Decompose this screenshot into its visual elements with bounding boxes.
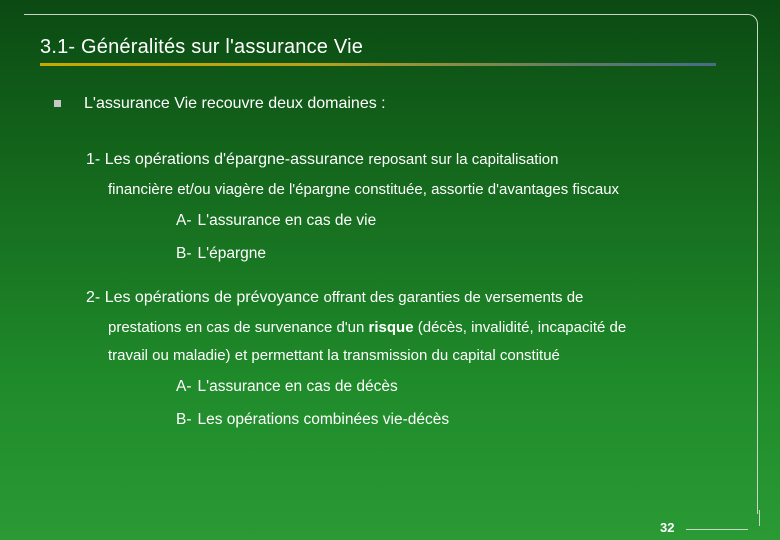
item-2-continuation (108, 319, 626, 336)
item-2-cont-bold: risque (368, 319, 414, 336)
sub-text: L'assurance en cas de vie (197, 212, 377, 229)
sub-letter: B- (176, 245, 192, 262)
title-underline (40, 63, 716, 66)
slide-frame (24, 14, 758, 514)
sub-letter: B- (176, 411, 192, 428)
item-2-number: 2- (86, 289, 101, 306)
slide-frame-corner (750, 510, 760, 526)
item-2-sub-b (176, 411, 449, 429)
item-1-sub-b (176, 245, 266, 263)
item-2-cont-b: (décès, invalidité, incapacité de (417, 319, 627, 336)
item-2-rest: offrant des garanties de versements de (323, 289, 584, 306)
slide-title: 3.1- Généralités sur l'assurance Vie (40, 36, 364, 58)
item-1-heading: Les opérations d'épargne-assurance (104, 151, 364, 168)
item-1-continuation: financière et/ou viagère de l'épargne constituée, assortie d'avantages fiscaux (108, 181, 620, 198)
item-1-number: 1- (86, 151, 101, 168)
sub-text: L'assurance en cas de décès (197, 378, 398, 395)
item-2-continuation-last: travail ou maladie) et permettant la transmission du capital constitué (108, 347, 560, 364)
lead-text: L'assurance Vie recouvre deux domaines : (84, 95, 386, 112)
item-2-cont-a: prestations en cas de survenance d'un (108, 319, 365, 336)
sub-text: Les opérations combinées vie-décès (197, 411, 450, 428)
item-2-heading: Les opérations de prévoyance (104, 289, 320, 306)
square-bullet-icon (54, 100, 61, 107)
item-1-rest: reposant sur la capitalisation (368, 151, 559, 168)
item-1-sub-a (176, 212, 376, 230)
sub-letter: A- (176, 212, 192, 229)
page-number: 32 (660, 520, 675, 535)
sub-letter: A- (176, 378, 192, 395)
item-1-line (86, 151, 558, 169)
sub-text: L'épargne (197, 245, 266, 262)
item-2-sub-a (176, 378, 398, 396)
page-number-rule (686, 529, 748, 530)
item-2-line (86, 289, 583, 307)
